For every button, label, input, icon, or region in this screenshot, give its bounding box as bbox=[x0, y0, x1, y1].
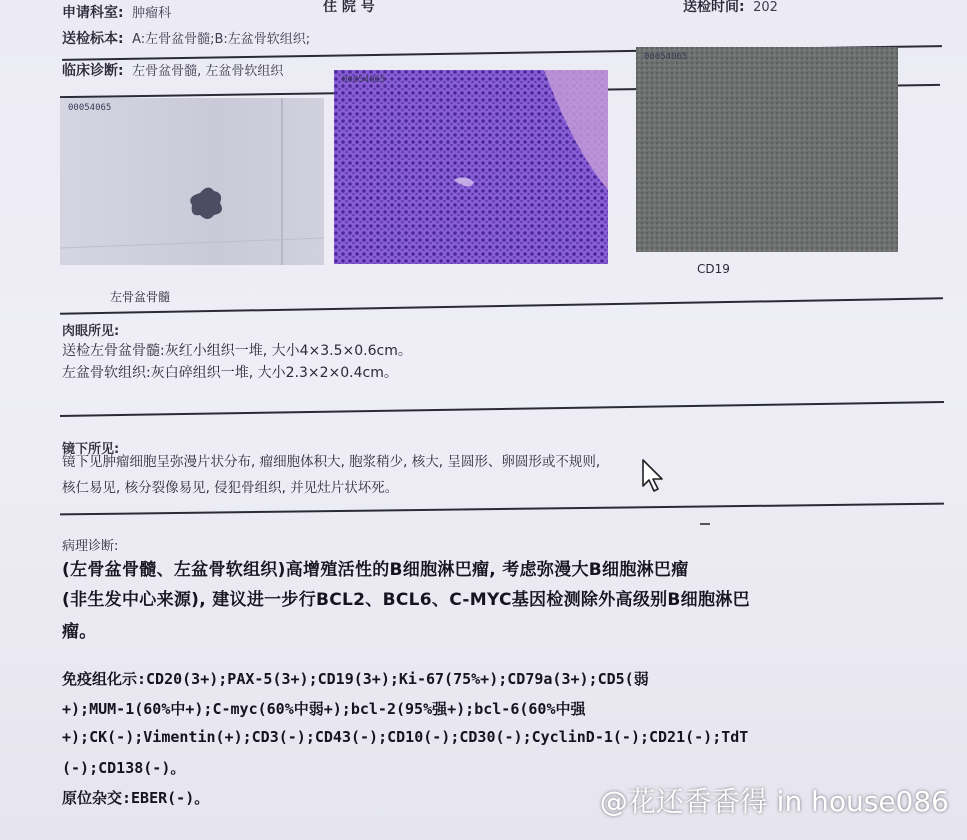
clinical-row bbox=[62, 60, 283, 80]
gross-image bbox=[60, 98, 324, 265]
microscopic-title: 镜下所见: bbox=[62, 442, 120, 457]
sample-time-label: 送检时间: bbox=[683, 0, 745, 15]
gross-line-1: 送检左骨盆骨髓:灰红小组织一堆, 大小4×3.5×0.6cm。 bbox=[62, 343, 412, 359]
specimen-value: A:左骨盆骨髓;B:左盆骨软组织; bbox=[132, 32, 311, 47]
ihc-texture bbox=[636, 47, 898, 252]
divider-microscopic bbox=[60, 503, 944, 516]
ward-row bbox=[323, 0, 375, 16]
diagnosis-line-2: (非生发中心来源), 建议进一步行BCL2、BCL6、C-MYC基因检测除外高级别B细胞淋巴 bbox=[62, 590, 750, 610]
immuno-line-4: (-);CD138(-)。 bbox=[62, 759, 186, 777]
microscopic-line-2: 核仁易见, 核分裂像易见, 侵犯骨组织, 并见灶片状坏死。 bbox=[62, 480, 399, 496]
divider-images bbox=[60, 297, 943, 314]
gross-title: 肉眼所见: bbox=[62, 324, 120, 339]
dept-value: 肿瘤科 bbox=[132, 6, 172, 21]
microscopic-line-1: 镜下见肿瘤细胞呈弥漫片状分布, 瘤细胞体积大, 胞浆稍少, 核大, 呈圆形、卵圆形或不规则, bbox=[62, 454, 601, 470]
ward-label: 住 院 号 bbox=[323, 0, 375, 15]
he-image-id: 00054065 bbox=[342, 75, 386, 85]
insitu-line: 原位杂交:EBER(-)。 bbox=[62, 789, 210, 807]
diagnosis-line-3: 瘤。 bbox=[62, 622, 97, 642]
specimen-row bbox=[62, 28, 310, 48]
clinical-value: 左骨盆骨髓, 左盆骨软组织 bbox=[132, 64, 284, 79]
dept-row bbox=[62, 2, 171, 22]
sample-time-row bbox=[683, 0, 778, 16]
diagnosis-title: 病理诊断: bbox=[62, 539, 119, 554]
immuno-line-2: +);MUM-1(60%中+);C-myc(60%中弱+);bcl-2(95%强+);bcl-6(60%中强 bbox=[62, 700, 586, 718]
diagnosis-line-1: (左骨盆骨髓、左盆骨软组织)高增殖活性的B细胞淋巴瘤, 考虑弥漫大B细胞淋巴瘤 bbox=[62, 560, 689, 580]
divider-gross bbox=[60, 401, 944, 417]
he-stain-image bbox=[334, 70, 608, 264]
sample-time-value: 202 bbox=[753, 0, 778, 15]
immuno-line-1: 免疫组化示:CD20(3+);PAX-5(3+);CD19(3+);Ki-67(75%+);CD79a(3+);CD5(弱 bbox=[62, 670, 649, 688]
immuno-line-3: +);CK(-);Vimentin(+);CD3(-);CD43(-);CD10(-);CD30(-);CyclinD-1(-);CD21(-);TdT bbox=[62, 728, 749, 746]
gross-image-id: 00054065 bbox=[68, 103, 112, 113]
watermark-text: @花还香香得 in house086 bbox=[599, 785, 949, 818]
ihc-image bbox=[636, 47, 898, 252]
gross-line-2: 左盆骨软组织:灰白碎组织一堆, 大小2.3×2×0.4cm。 bbox=[62, 365, 398, 381]
mouse-cursor-icon bbox=[641, 458, 667, 494]
specimen-label: 送检标本: bbox=[62, 31, 124, 47]
stray-mark bbox=[700, 523, 710, 525]
he-stain-texture bbox=[334, 70, 608, 264]
dept-label: 申请科室: bbox=[62, 5, 124, 21]
clinical-label: 临床诊断: bbox=[62, 63, 124, 79]
ihc-image-caption: CD19 bbox=[697, 262, 730, 276]
gross-image-caption: 左骨盆骨髓 bbox=[110, 290, 171, 304]
gross-specimen-drawing bbox=[60, 98, 324, 265]
ihc-image-id: 00054065 bbox=[644, 52, 688, 62]
